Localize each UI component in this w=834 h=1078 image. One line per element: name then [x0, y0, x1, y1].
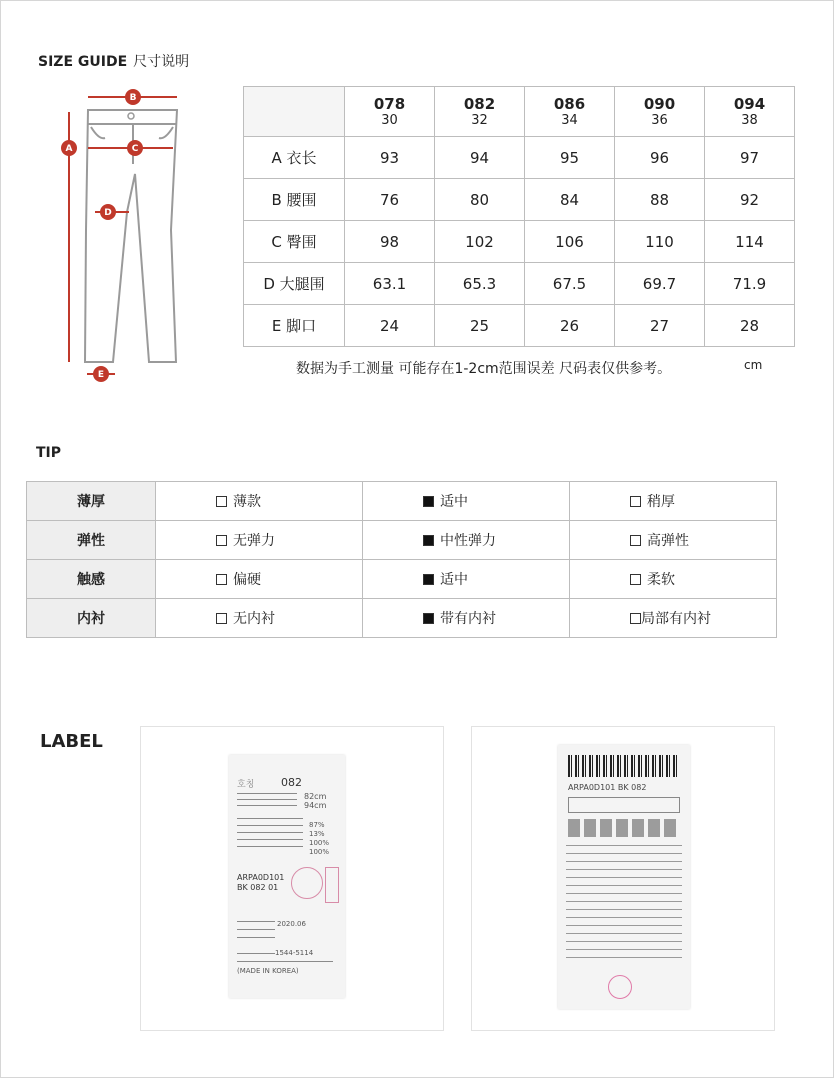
tag-measure: 82cm — [304, 792, 327, 801]
table-cell: 63.1 — [345, 263, 435, 305]
marker-d-label: D — [104, 208, 112, 218]
label-photo-left — [140, 726, 444, 1031]
checkbox-checked-icon — [423, 535, 434, 546]
tip-table — [26, 481, 777, 638]
checkbox-icon — [216, 613, 227, 624]
checkbox-icon — [630, 613, 641, 624]
table-cell: 76 — [345, 179, 435, 221]
size-inch: 34 — [561, 113, 578, 128]
checkbox-checked-icon — [423, 613, 434, 624]
size-inch: 32 — [471, 113, 488, 128]
tip-option — [570, 482, 777, 521]
barcode-icon — [568, 755, 678, 777]
size-inch: 30 — [381, 113, 398, 128]
unit-label: cm — [744, 358, 763, 372]
tip-row-touch — [27, 560, 777, 599]
row-label: B 腰围 — [244, 179, 345, 221]
size-row-d — [244, 263, 795, 305]
tip-title: TIP — [36, 445, 62, 461]
size-guide-subtitle: 尺寸说明 — [133, 54, 190, 70]
tip-option — [570, 599, 777, 638]
checkbox-checked-icon — [423, 574, 434, 585]
table-cell: 26 — [525, 305, 615, 347]
tip-row-label: 触感 — [27, 560, 156, 599]
size-table — [243, 86, 795, 347]
measurement-note: 数据为手工测量 可能存在1-2cm范围误差 尺码表仅供参考。 — [296, 361, 672, 377]
marker-a-label: A — [65, 144, 73, 154]
table-cell: 98 — [345, 221, 435, 263]
table-cell: 93 — [345, 137, 435, 179]
tag-date: 2020.06 — [277, 920, 306, 928]
row-label: A 衣长 — [244, 137, 345, 179]
label-photo-right — [471, 726, 775, 1031]
tip-option — [156, 521, 363, 560]
size-code: 078 — [373, 95, 406, 113]
option-text: 中性弹力 — [440, 533, 496, 549]
table-cell: 96 — [615, 137, 705, 179]
table-cell: 110 — [615, 221, 705, 263]
table-cell: 27 — [615, 305, 705, 347]
table-cell: 71.9 — [705, 263, 795, 305]
care-symbols-icon — [568, 819, 678, 837]
size-code: 094 — [733, 95, 766, 113]
inspection-stamp-icon — [291, 867, 323, 899]
option-text: 适中 — [440, 494, 468, 510]
size-col-086 — [525, 87, 615, 137]
table-cell: 25 — [435, 305, 525, 347]
checkbox-icon — [630, 574, 641, 585]
size-code: 082 — [463, 95, 496, 113]
option-text: 带有内衬 — [440, 611, 496, 627]
table-cell: 102 — [435, 221, 525, 263]
option-text: 无内衬 — [233, 611, 275, 627]
size-row-e — [244, 305, 795, 347]
table-cell: 69.7 — [615, 263, 705, 305]
size-code: 086 — [553, 95, 586, 113]
tip-row-label: 薄厚 — [27, 482, 156, 521]
tag-fiber: 100% — [309, 839, 330, 847]
pants-measurement-diagram — [55, 82, 185, 382]
size-table-header-row — [244, 87, 795, 137]
table-cell: 94 — [435, 137, 525, 179]
marker-e-label: E — [97, 370, 105, 380]
marker-c-label: C — [131, 144, 139, 154]
tip-row-thickness — [27, 482, 777, 521]
table-cell: 80 — [435, 179, 525, 221]
size-col-078 — [345, 87, 435, 137]
tag-fiber: 100% — [309, 848, 330, 856]
tip-row-label: 弹性 — [27, 521, 156, 560]
size-guide-title — [38, 51, 189, 71]
label-title: LABEL — [40, 731, 103, 752]
checkbox-icon — [216, 574, 227, 585]
tip-option — [156, 482, 363, 521]
tip-option — [363, 599, 570, 638]
tag-made-in: (MADE IN KOREA) — [237, 967, 299, 975]
tip-row-label: 内衬 — [27, 599, 156, 638]
option-text: 柔软 — [647, 572, 675, 588]
tip-option — [156, 560, 363, 599]
table-cell: 28 — [705, 305, 795, 347]
option-text: 高弹性 — [647, 533, 689, 549]
table-cell: 95 — [525, 137, 615, 179]
tag-product-code: ARPA0D101 — [237, 873, 285, 882]
option-text: 无弹力 — [233, 533, 275, 549]
tag-color-line: BK 082 01 — [237, 883, 279, 892]
size-row-c — [244, 221, 795, 263]
size-code: 090 — [643, 95, 676, 113]
option-text: 薄款 — [233, 494, 261, 510]
marker-b-label: B — [129, 93, 137, 103]
option-text: 偏硬 — [233, 572, 261, 588]
care-tag-right — [558, 745, 690, 1009]
tag-code-line: ARPA0D101 BK 082 — [568, 783, 647, 792]
table-cell: 24 — [345, 305, 435, 347]
table-cell: 84 — [525, 179, 615, 221]
option-text: 稍厚 — [647, 494, 675, 510]
size-inch: 36 — [651, 113, 668, 128]
tag-size-code: 082 — [281, 776, 302, 789]
checkbox-icon — [216, 535, 227, 546]
row-label: D 大腿围 — [244, 263, 345, 305]
checkbox-icon — [630, 535, 641, 546]
size-table-corner — [244, 87, 345, 137]
checkbox-checked-icon — [423, 496, 434, 507]
tag-fiber: 87% — [309, 821, 325, 829]
tip-row-lining — [27, 599, 777, 638]
size-inch: 38 — [741, 113, 758, 128]
size-col-090 — [615, 87, 705, 137]
table-cell: 65.3 — [435, 263, 525, 305]
size-row-a — [244, 137, 795, 179]
row-label: E 脚口 — [244, 305, 345, 347]
tip-option — [363, 560, 570, 599]
table-cell: 97 — [705, 137, 795, 179]
option-text: 局部有内衬 — [641, 611, 711, 627]
tip-option — [156, 599, 363, 638]
tag-phone: 1544-5114 — [275, 949, 314, 957]
row-label: C 臀围 — [244, 221, 345, 263]
table-cell: 106 — [525, 221, 615, 263]
size-row-b — [244, 179, 795, 221]
tip-row-elasticity — [27, 521, 777, 560]
tip-option — [570, 521, 777, 560]
tag-measure: 94cm — [304, 801, 327, 810]
table-cell: 67.5 — [525, 263, 615, 305]
tag-fiber: 13% — [309, 830, 325, 838]
option-text: 适中 — [440, 572, 468, 588]
table-cell: 88 — [615, 179, 705, 221]
table-cell: 114 — [705, 221, 795, 263]
table-cell: 92 — [705, 179, 795, 221]
tip-option — [570, 560, 777, 599]
size-col-082 — [435, 87, 525, 137]
brand-stamp-icon — [608, 975, 632, 999]
checkbox-icon — [216, 496, 227, 507]
tip-option — [363, 521, 570, 560]
size-guide-title-text: SIZE GUIDE — [38, 54, 128, 70]
checkbox-icon — [630, 496, 641, 507]
tip-option — [363, 482, 570, 521]
care-tag-left: 호칭 082 82cm 94cm 87% 13% 100% 100% ARPA0D101 BK 082 01 2020.06 1544-5114 (MADE IN KOREA) — [229, 755, 345, 998]
size-col-094 — [705, 87, 795, 137]
